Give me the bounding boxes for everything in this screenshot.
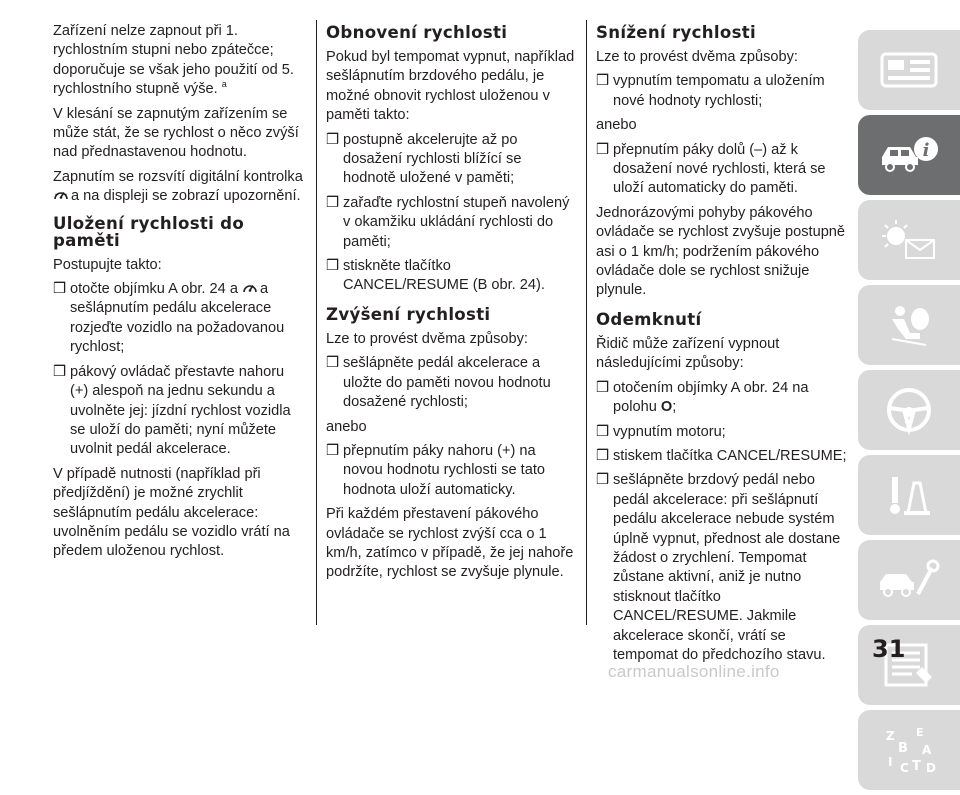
paragraph: anebo (326, 418, 367, 435)
paragraph: Při každém přestavení pákového ovládače se rychlost zvýší cca o 1 km/h, zatímco v případě, že jej nahoře podržíte, rychlost se zvyšuje plynule. (326, 506, 574, 581)
svg-text:C: C (900, 761, 909, 775)
section-heading: Zvýšení rychlosti (326, 304, 491, 324)
list-item: ❒ sešlápněte pedál akcelerace a uložte do paměti novou hodnotu dosažené rychlosti; (326, 355, 551, 411)
list-item: ❒ otočením objímky A obr. 24 na polohu O; (596, 379, 809, 416)
paragraph: Jednorázovými pohyby pákového ovládače se rychlost zvyšuje postupně asi o 1 km/h; podržením pákového ovládače dole se rychlost snižuje plynule. (596, 204, 846, 299)
footnote-marker: a (221, 79, 227, 90)
svg-text:T: T (912, 759, 921, 774)
cruise-control-warning-icon (53, 188, 69, 202)
paragraph: Postupujte takto: (53, 256, 162, 273)
svg-text:Z: Z (886, 729, 895, 743)
column-2 (326, 22, 578, 588)
tab-dashboard[interactable] (858, 30, 960, 110)
tab-safety[interactable] (858, 285, 960, 365)
breakdown-tools-icon (876, 469, 942, 521)
svg-text:i: i (922, 140, 930, 161)
svg-text:D: D (926, 761, 936, 775)
steering-wheel-icon (876, 384, 942, 436)
list-item: ❒ zařaďte rychlostní stupeň navolený v okamžiku ukládání rychlosti do paměti; (326, 194, 570, 250)
list-item: ❒ stiskněte tlačítko CANCEL/RESUME (B obr. 24). (326, 258, 545, 294)
svg-text:E: E (916, 726, 924, 739)
cruise-control-warning-icon (242, 281, 258, 295)
tab-driving[interactable] (858, 370, 960, 450)
svg-text:B: B (898, 741, 908, 756)
section-heading: Snížení rychlosti (596, 23, 756, 42)
warning-lights-icon (876, 214, 942, 266)
paragraph: Pokud byl tempomat vypnut, například sešlápnutím brzdového pedálu, je možné obnovit rychlost uloženou v paměti takto: (326, 49, 575, 124)
list-item: ❒ přepnutím páky nahoru (+) na novou hodnotu rychlosti se tato hodnota uloží automaticky. (326, 442, 546, 498)
list-item: ❒ pákový ovládač přestavte nahoru (+) alespoň na jednu sekundu a uvolněte jej: jízdní rychlost vozidla se uloží do paměti; nyní můžete uvolnit pedál akcelerace. (53, 363, 291, 458)
car-info-icon (876, 129, 942, 181)
list-item: ❒ postupně akcelerujte až po dosažení rychlosti blížící se hodnotě uložené v paměti; (326, 131, 522, 187)
paragraph: Zapnutím se rozsvítí digitální kontrolka a na displeji se zobrazí upozornění. (53, 168, 303, 205)
section-heading: Obnovení rychlosti (326, 23, 508, 42)
paragraph: Lze to provést dvěma způsoby: (596, 49, 798, 65)
list-item: ❒ otočte objímku A obr. 24 a a sešlápnutím pedálu akcelerace rozjeďte vozidlo na požadovanou rychlost; (53, 281, 285, 356)
paragraph: V případě nutnosti (například při předjíždění) je možné zrychlit sešlápnutím pedálu akcelerace: uvolněním pedálu se vozidlo vrátí na předem uloženou rychlost. (53, 465, 290, 560)
column-separator (316, 20, 317, 625)
tab-car-info[interactable] (858, 115, 960, 195)
column-separator (586, 20, 587, 625)
tab-maintenance[interactable] (858, 540, 960, 620)
list-item: ❒ vypnutím motoru; (596, 423, 726, 440)
tab-index[interactable] (858, 710, 960, 790)
list-item: ❒ vypnutím tempomatu a uložením nové hodnoty rychlosti; (596, 73, 825, 109)
paragraph: anebo (596, 117, 637, 134)
paragraph: V klesání se zapnutým zařízením se může stát, že se rychlost o něco zvýší nad přednastavenou hodnotu. (53, 105, 299, 161)
airbag-seat-icon (876, 299, 942, 351)
alphabet-index-icon (876, 724, 942, 776)
column-1 (53, 22, 305, 567)
list-item: ❒ přepnutím páky dolů (–) až k dosažení nové rychlosti, která se uloží automaticky do paměti. (596, 141, 826, 197)
paragraph: Zařízení nelze zapnout při 1. rychlostním stupni nebo zpátečce; doporučuje se však jeho použití od 5. rychlostního stupně výše. $^a$ (53, 23, 294, 98)
column-3 (596, 22, 851, 670)
watermark: carmanualsonline.info (608, 662, 780, 681)
section-heading: Odemknutí (596, 309, 702, 329)
svg-text:I: I (888, 755, 893, 769)
section-heading: Uložení rychlosti do paměti (53, 213, 245, 250)
list-item: ❒ sešlápněte brzdový pedál nebo pedál akcelerace: při sešlápnutí pedálu akcelerace nebude systém úplně vypnut, přednost ale dostane žádost o zrychlení. Tempomat zůstane aktivní, aniž je nutno stisknout tlačítko CANCEL/RESUME. Jakmile akcelerace skončí, vrátí se tempomat do předchozího stavu. (596, 472, 841, 663)
maintenance-car-icon (876, 554, 942, 606)
paragraph: Řidič může zařízení vypnout následujícími způsoby: (596, 335, 780, 372)
svg-text:A: A (922, 743, 932, 757)
list-item: ❒ stiskem tlačítka CANCEL/RESUME; (596, 447, 847, 464)
tab-warning-lights[interactable] (858, 200, 960, 280)
paragraph: Lze to provést dvěma způsoby: (326, 330, 528, 347)
car-dashboard-icon (876, 44, 942, 96)
page-number: 31 (872, 635, 906, 663)
tab-emergency[interactable] (858, 455, 960, 535)
chapter-tabs (858, 30, 960, 795)
